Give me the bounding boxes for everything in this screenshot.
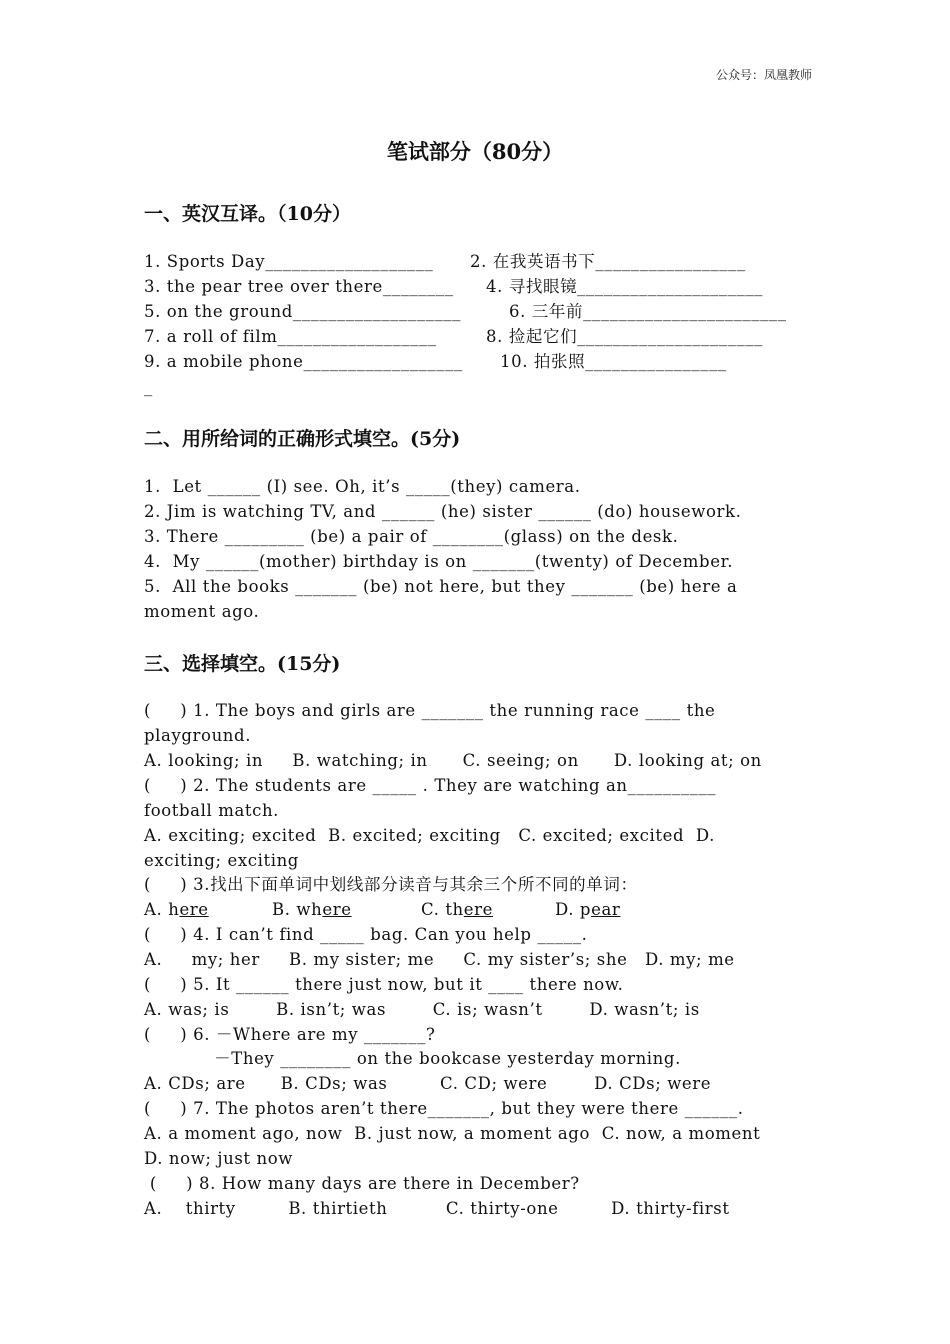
s3-line-18: D. now; just now: [144, 1149, 293, 1168]
s3-line-13: ( ) 6. －Where are my _______?: [144, 1025, 436, 1044]
s3-line-16: ( ) 7. The photos aren’t there_______, but they were there ______.: [144, 1099, 744, 1118]
s3-line-4: ( ) 2. The students are _____ . They are watching an__________: [144, 776, 717, 795]
s1-row-1-right: 2. 在我英语书下_________________: [470, 252, 746, 271]
s1-row-2-right: 4. 寻找眼镜_____________________: [486, 277, 764, 296]
s3-line-12: A. was; is B. isn’t; was C. is; wasn’t D. wasn’t; is: [144, 1000, 700, 1019]
s3-line-15: A. CDs; are B. CDs; was C. CD; were D. CDs; were: [144, 1074, 712, 1093]
s1-row-3-left: 5. on the ground___________________: [144, 302, 462, 321]
s3-line-5: football match.: [144, 801, 280, 820]
s2-line-3: 3. There _________ (be) a pair of ________(glass) on the desk.: [144, 527, 679, 546]
s3-line-10: A. my; her B. my sister; me C. my sister’s; she D. my; me: [144, 950, 735, 969]
s1-row-4-right: 8. 捡起它们_____________________: [486, 327, 764, 346]
s3-q3-option-c: C. there: [421, 900, 494, 919]
s1-trail: _: [144, 377, 153, 396]
s3-line-17: A. a moment ago, now B. just now, a moment ago C. now, a moment: [144, 1124, 761, 1143]
header-note: 公众号：凤凰教师: [715, 68, 812, 82]
s3-line-14: －They ________ on the bookcase yesterday morning.: [144, 1049, 681, 1068]
s3-q3-option-b: B. where: [272, 900, 352, 919]
s3-q3-option-d: D. pear: [555, 900, 621, 919]
s3-line-6: A. exciting; excited B. excited; exciting C. excited; excited D.: [144, 826, 715, 845]
s3-line-9: ( ) 4. I can’t find _____ bag. Can you help _____.: [144, 925, 588, 944]
s2-line-2: 2. Jim is watching TV, and ______ (he) sister ______ (do) housework.: [144, 502, 742, 521]
section2-heading: 二、用所给词的正确形式填空。(5分): [144, 428, 461, 450]
page-title: 笔试部分（80分）: [386, 139, 564, 164]
section1-heading: 一、英汉互译。（10分）: [144, 203, 351, 225]
s1-row-1-left: 1. Sports Day___________________: [144, 252, 434, 271]
s3-line-1: ( ) 1. The boys and girls are _______ the running race ____ the: [144, 701, 716, 720]
s3-line-8: ( ) 3.找出下面单词中划线部分读音与其余三个所不同的单词：: [144, 875, 638, 894]
s2-line-5: 5. All the books _______ (be) not here, but they _______ (be) here a: [144, 577, 738, 596]
s3-line-7: exciting; exciting: [144, 851, 299, 870]
s1-row-4-left: 7. a roll of film__________________: [144, 327, 437, 346]
s3-line-20: A. thirty B. thirtieth C. thirty-one D. thirty-first: [144, 1199, 730, 1218]
s1-row-3-right: 6. 三年前_______________________: [509, 302, 787, 321]
s3-line-2: playground.: [144, 726, 252, 745]
s1-row-2-left: 3. the pear tree over there________: [144, 277, 454, 296]
s3-q3-option-a: A. here: [144, 900, 209, 919]
s3-line-19: ( ) 8. How many days are there in December?: [144, 1174, 580, 1193]
s3-line-3: A. looking; in B. watching; in C. seeing; on D. looking at; on: [144, 751, 762, 770]
s1-row-5-right: 10. 拍张照________________: [500, 352, 727, 371]
s1-row-5-left: 9. a mobile phone__________________: [144, 352, 463, 371]
section3-heading: 三、选择填空。(15分): [144, 653, 341, 675]
s2-line-1: 1. Let ______ (I) see. Oh, it’s _____(they) camera.: [144, 477, 581, 496]
s3-line-11: ( ) 5. It ______ there just now, but it ____ there now.: [144, 975, 624, 994]
s2-line-4: 4. My ______(mother) birthday is on _______(twenty) of December.: [144, 552, 734, 571]
s2-line-6: moment ago.: [144, 602, 260, 621]
